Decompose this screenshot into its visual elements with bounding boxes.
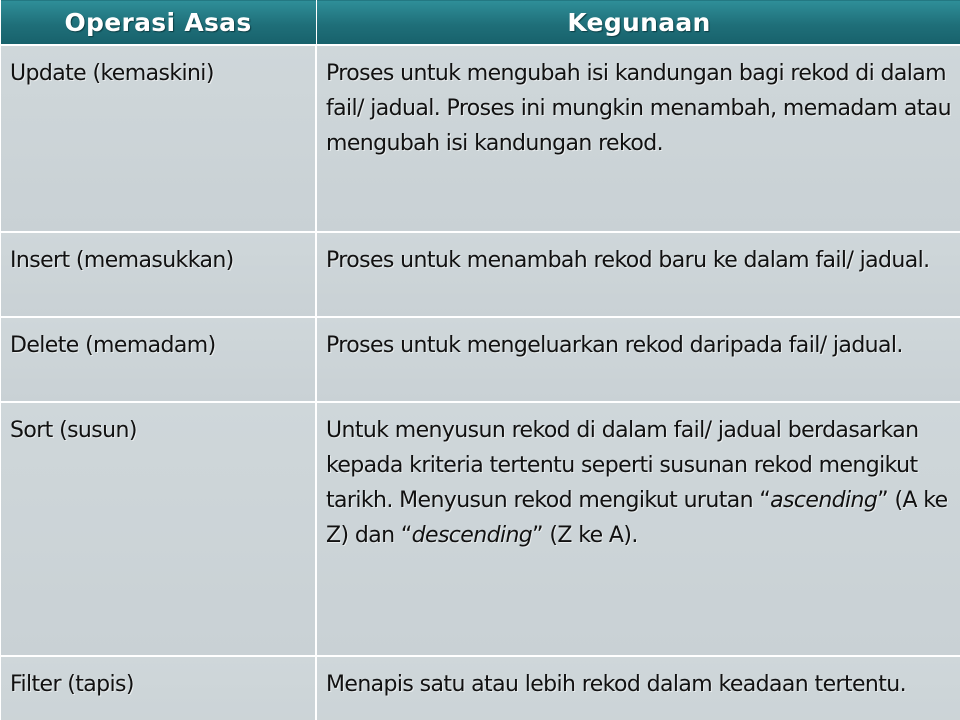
usage-term-ascending: ascending xyxy=(770,488,878,513)
operation-cell: Delete (memadam) xyxy=(0,317,316,402)
header-operation: Operasi Asas xyxy=(0,0,316,45)
table-row xyxy=(0,656,960,720)
usage-text: ” (Z ke A). xyxy=(532,523,638,548)
usage-term-descending: descending xyxy=(411,523,533,548)
usage-text: ” (A ke Z) dan “ xyxy=(326,488,948,548)
table-row xyxy=(0,317,960,402)
table-header-row xyxy=(0,0,960,45)
table-row xyxy=(0,45,960,232)
operation-cell: Filter (tapis) xyxy=(0,656,316,720)
table-row xyxy=(0,402,960,656)
table-row xyxy=(0,232,960,317)
usage-cell: Menapis satu atau lebih rekod dalam keadaan tertentu. xyxy=(316,656,960,720)
usage-cell: Proses untuk mengubah isi kandungan bagi rekod di dalam fail/ jadual. Proses ini mungkin menambah, memadam atau mengubah isi kandungan rekod. xyxy=(316,45,960,232)
usage-cell xyxy=(316,402,960,656)
operation-cell: Sort (susun) xyxy=(0,402,316,656)
header-usage: Kegunaan xyxy=(316,0,960,45)
usage-cell: Proses untuk mengeluarkan rekod daripada fail/ jadual. xyxy=(316,317,960,402)
operation-cell: Insert (memasukkan) xyxy=(0,232,316,317)
usage-cell: Proses untuk menambah rekod baru ke dalam fail/ jadual. xyxy=(316,232,960,317)
operation-cell: Update (kemaskini) xyxy=(0,45,316,232)
usage-text: Untuk menyusun rekod di dalam fail/ jadual berdasarkan kepada kriteria tertentu seperti susunan rekod mengikut tarikh. Menyusun rekod mengikut urutan “ xyxy=(326,418,919,513)
